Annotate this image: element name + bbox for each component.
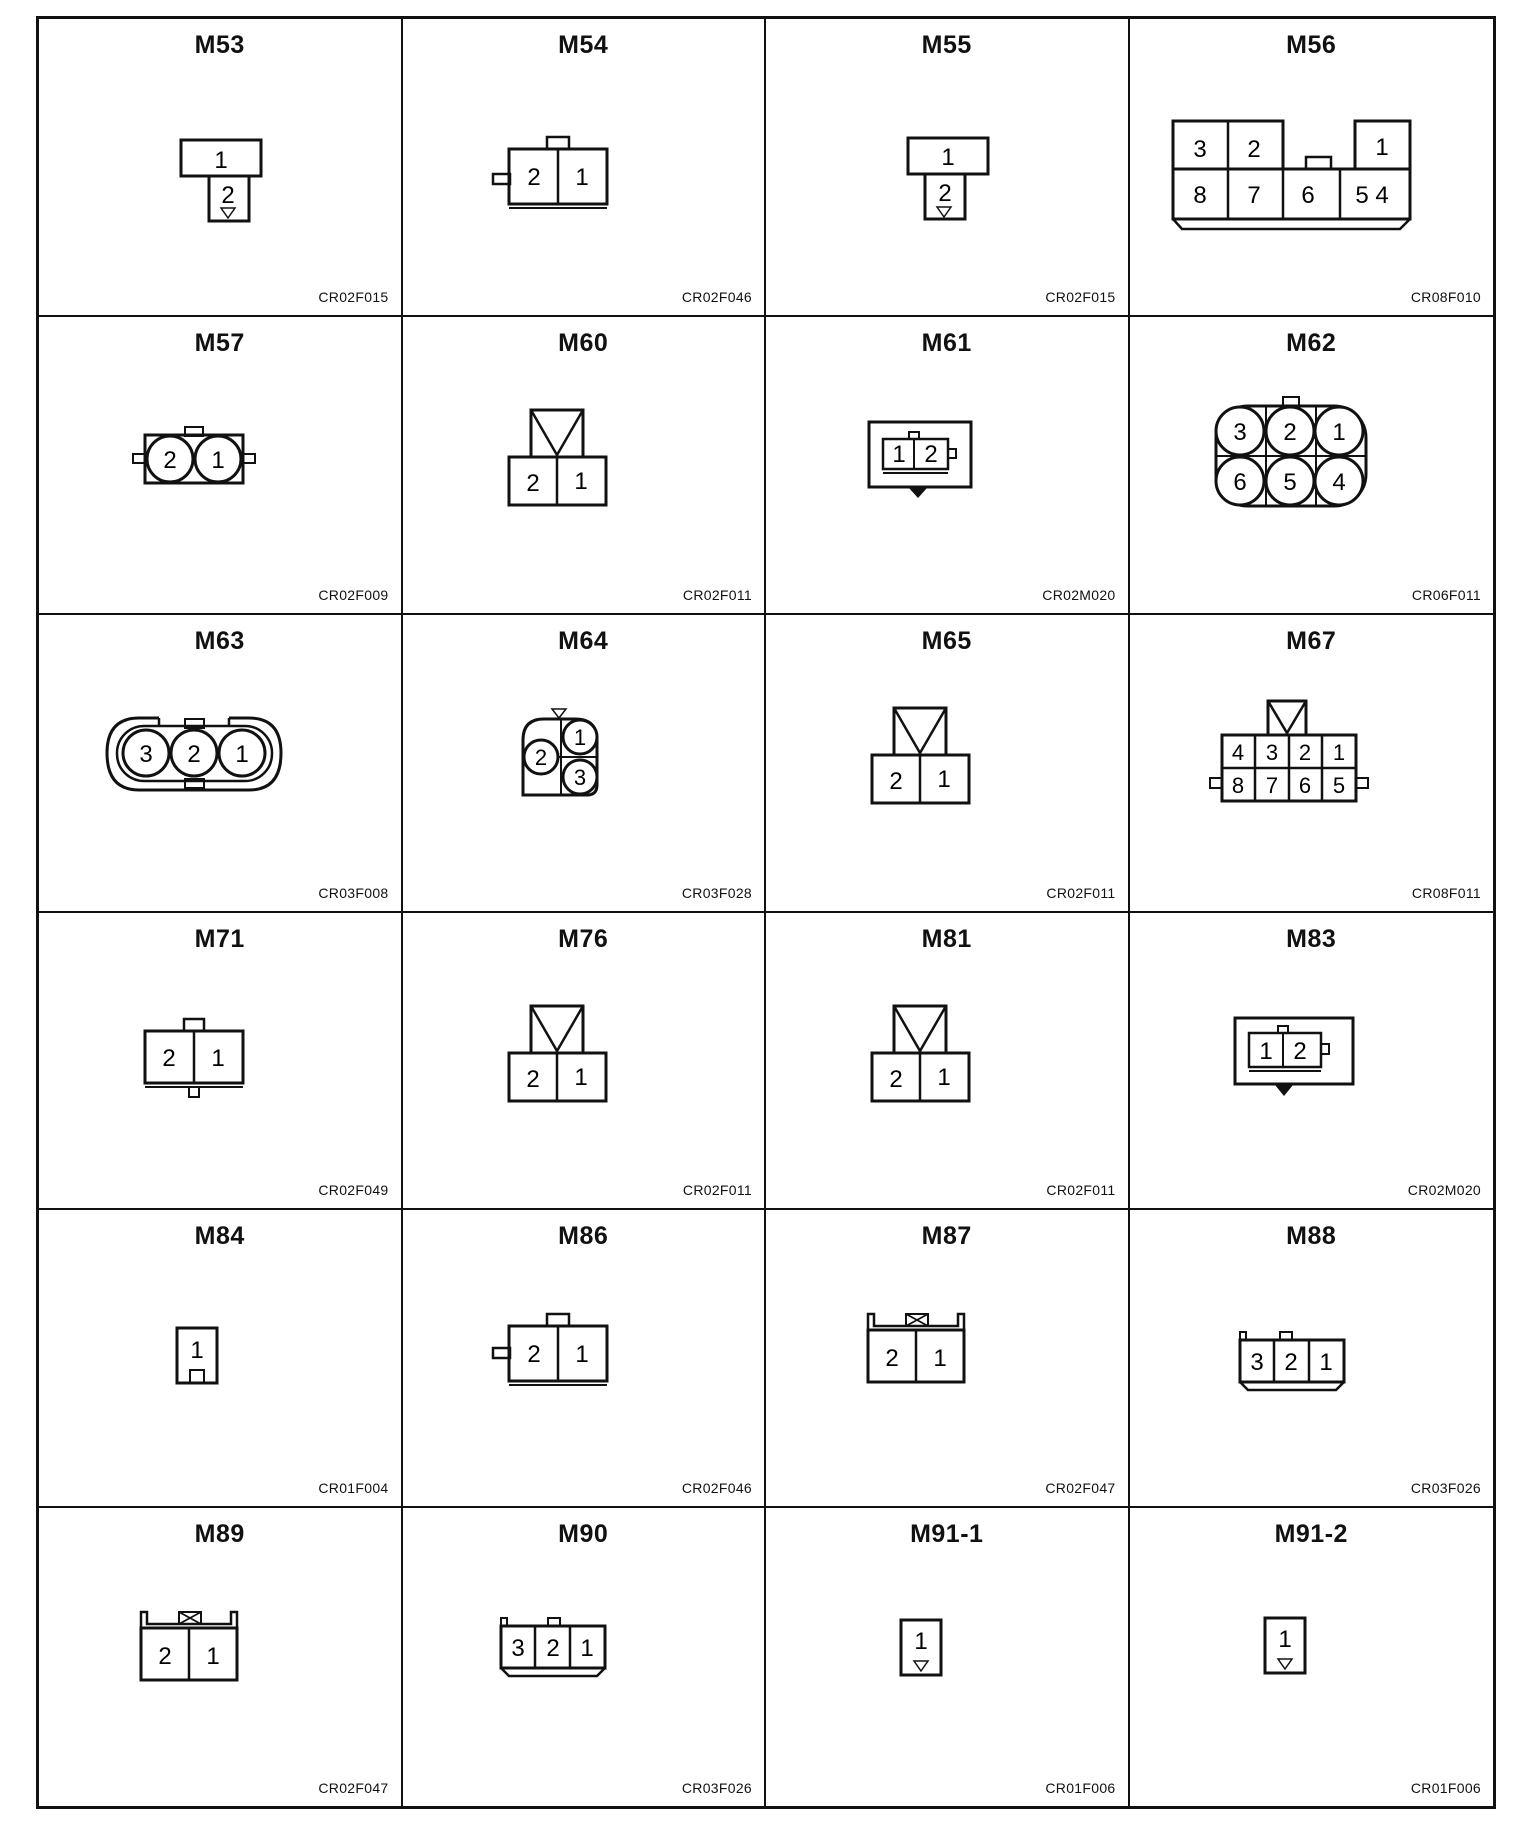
connector-diagram bbox=[403, 913, 765, 1209]
pin-label: 7 bbox=[1246, 182, 1261, 209]
connector-m55 bbox=[766, 19, 1130, 317]
connector-title: M55 bbox=[921, 31, 972, 59]
connector-grid bbox=[36, 16, 1496, 1809]
pin-label: 6 bbox=[1298, 772, 1311, 798]
connector-title: M60 bbox=[558, 328, 609, 357]
connector-title: M84 bbox=[194, 1222, 245, 1251]
pin-label: 3 bbox=[1192, 136, 1207, 163]
connector-code: CR02F049 bbox=[318, 1182, 389, 1199]
connector-title: M54 bbox=[558, 31, 609, 59]
connector-m60 bbox=[403, 317, 767, 615]
pin-label: 2 bbox=[158, 1643, 172, 1671]
connector-code: CR06F011 bbox=[1411, 586, 1481, 603]
pin-label: 2 bbox=[1292, 1037, 1307, 1065]
connector-diagram bbox=[766, 317, 1128, 613]
pin-label: 1 bbox=[1277, 1626, 1292, 1654]
connector-m63 bbox=[39, 615, 403, 913]
connector-title: M53 bbox=[194, 31, 245, 59]
pin-label: 1 bbox=[579, 1635, 594, 1663]
connector-m83 bbox=[1130, 913, 1494, 1211]
connector-code: CR02F015 bbox=[318, 288, 389, 305]
connector-code: CR01F006 bbox=[1410, 1780, 1481, 1796]
connector-title: M62 bbox=[1286, 328, 1337, 357]
connector-diagram bbox=[1130, 615, 1494, 911]
pin-label: 1 bbox=[235, 740, 249, 768]
connector-m71 bbox=[39, 913, 403, 1211]
connector-m84 bbox=[39, 1210, 403, 1508]
connector-diagram bbox=[403, 317, 765, 613]
connector-diagram bbox=[39, 19, 401, 315]
connector-diagram bbox=[39, 1210, 401, 1506]
connector-m91-2 bbox=[1130, 1508, 1494, 1806]
pin-label: 3 bbox=[139, 740, 153, 768]
connector-diagram bbox=[766, 1210, 1128, 1506]
connector-diagram bbox=[403, 19, 765, 315]
pin-label: 2 bbox=[163, 446, 177, 474]
connector-code: CR02F011 bbox=[682, 586, 752, 603]
pin-label: 6 bbox=[1232, 468, 1247, 496]
connector-title: M61 bbox=[921, 328, 972, 357]
pin-label: 1 bbox=[1332, 739, 1345, 765]
connector-diagram bbox=[1130, 317, 1494, 613]
connector-diagram bbox=[403, 1508, 765, 1806]
pin-label: 5 bbox=[1332, 772, 1345, 798]
connector-title: M76 bbox=[558, 924, 609, 953]
connector-code: CR01F004 bbox=[318, 1480, 389, 1497]
connector-title: M64 bbox=[558, 626, 609, 655]
pin-label: 4 bbox=[1331, 468, 1346, 496]
pin-label: 8 bbox=[1231, 772, 1244, 798]
connector-m64 bbox=[403, 615, 767, 913]
connector-code: CR08F010 bbox=[1410, 288, 1481, 305]
connector-title: M63 bbox=[194, 626, 245, 655]
pin-label: 1 bbox=[206, 1643, 220, 1671]
connector-diagram bbox=[39, 913, 401, 1209]
pin-label: 1 bbox=[914, 1628, 928, 1656]
pin-label: 2 bbox=[526, 164, 541, 191]
connector-m56 bbox=[1130, 19, 1494, 317]
connector-m54 bbox=[403, 19, 767, 317]
connector-m76 bbox=[403, 913, 767, 1211]
connector-m90 bbox=[403, 1508, 767, 1806]
pin-label: 2 bbox=[162, 1044, 176, 1072]
connector-diagram bbox=[403, 615, 765, 911]
connector-code: CR02F011 bbox=[1046, 884, 1116, 901]
pin-label: 1 bbox=[573, 724, 586, 750]
pin-label: 1 bbox=[892, 440, 906, 468]
connector-diagram bbox=[1130, 913, 1494, 1209]
pin-label: 1 bbox=[1258, 1037, 1273, 1065]
connector-code: CR02F011 bbox=[1046, 1182, 1116, 1199]
pin-label: 2 bbox=[221, 182, 235, 209]
pin-label: 2 bbox=[526, 1341, 541, 1369]
pin-label: 1 bbox=[574, 164, 589, 191]
connector-code: CR02F046 bbox=[681, 1480, 752, 1497]
connector-m65 bbox=[766, 615, 1130, 913]
connector-code: CR02F046 bbox=[681, 288, 752, 305]
pin-label: 3 bbox=[1249, 1349, 1264, 1377]
pin-label: 1 bbox=[211, 1044, 225, 1072]
connector-title: M57 bbox=[194, 328, 245, 357]
pin-label: 1 bbox=[573, 467, 588, 495]
connector-title: M71 bbox=[194, 924, 245, 953]
connector-title: M67 bbox=[1286, 626, 1337, 655]
pin-label: 2 bbox=[187, 740, 201, 768]
connector-diagram bbox=[766, 913, 1128, 1209]
connector-diagram bbox=[1130, 19, 1494, 315]
connector-m81 bbox=[766, 913, 1130, 1211]
connector-title: M87 bbox=[921, 1222, 972, 1251]
pin-label: 2 bbox=[1283, 1349, 1298, 1377]
pin-label: 1 bbox=[211, 446, 225, 474]
connector-code: CR01F006 bbox=[1045, 1780, 1116, 1796]
connector-code: CR03F028 bbox=[681, 884, 752, 901]
connector-m67 bbox=[1130, 615, 1494, 913]
connector-diagram bbox=[39, 317, 401, 613]
pin-label: 1 bbox=[1318, 1349, 1333, 1377]
pin-label: 5 bbox=[1354, 182, 1369, 209]
connector-m91-1 bbox=[766, 1508, 1130, 1806]
pin-label: 2 bbox=[889, 1065, 903, 1093]
connector-title: M90 bbox=[558, 1520, 609, 1549]
connector-title: M89 bbox=[194, 1520, 245, 1549]
pin-label: 3 bbox=[573, 764, 586, 790]
pin-label: 2 bbox=[1246, 136, 1261, 163]
pin-label: 2 bbox=[525, 469, 540, 497]
connector-code: CR02F015 bbox=[1045, 288, 1116, 305]
pin-label: 3 bbox=[1265, 739, 1278, 765]
pin-label: 1 bbox=[214, 147, 228, 174]
connector-code: CR02F009 bbox=[318, 586, 389, 603]
pin-label: 2 bbox=[889, 767, 903, 795]
pin-label: 5 bbox=[1282, 468, 1297, 496]
connector-m87 bbox=[766, 1210, 1130, 1508]
pin-label: 1 bbox=[937, 765, 951, 793]
connector-diagram bbox=[403, 1210, 765, 1506]
connector-title: M56 bbox=[1286, 31, 1337, 59]
connector-title: M65 bbox=[921, 626, 972, 655]
pin-label: 4 bbox=[1374, 182, 1389, 209]
pin-label: 1 bbox=[941, 144, 955, 171]
connector-m62 bbox=[1130, 317, 1494, 615]
pin-label: 7 bbox=[1265, 772, 1278, 798]
connector-m61 bbox=[766, 317, 1130, 615]
connector-title: M91-1 bbox=[910, 1520, 984, 1549]
connector-code: CR03F026 bbox=[1410, 1480, 1481, 1497]
pin-label: 2 bbox=[1282, 418, 1297, 446]
connector-title: M81 bbox=[921, 924, 972, 953]
pin-label: 2 bbox=[924, 440, 938, 468]
pin-label: 6 bbox=[1300, 182, 1315, 209]
connector-diagram bbox=[39, 615, 401, 911]
connector-diagram bbox=[766, 19, 1128, 315]
pin-label: 2 bbox=[545, 1635, 560, 1663]
connector-code: CR02M020 bbox=[1407, 1182, 1481, 1199]
connector-m88 bbox=[1130, 1210, 1494, 1508]
connector-code: CR03F026 bbox=[681, 1780, 752, 1796]
connector-code: CR02F047 bbox=[318, 1780, 389, 1796]
connector-diagram bbox=[766, 1508, 1128, 1806]
connector-title: M86 bbox=[558, 1222, 609, 1251]
connector-diagram bbox=[39, 1508, 401, 1806]
connector-m86 bbox=[403, 1210, 767, 1508]
connector-code: CR08F011 bbox=[1411, 884, 1481, 901]
connector-diagram bbox=[766, 615, 1128, 911]
pin-label: 1 bbox=[1374, 134, 1389, 161]
pin-label: 4 bbox=[1231, 739, 1244, 765]
connector-diagram bbox=[1130, 1508, 1494, 1806]
pin-label: 1 bbox=[937, 1063, 951, 1091]
pin-label: 2 bbox=[525, 1065, 540, 1093]
pin-label: 2 bbox=[534, 744, 547, 770]
connector-title: M88 bbox=[1286, 1222, 1337, 1251]
connector-title: M83 bbox=[1286, 924, 1337, 953]
connector-m57 bbox=[39, 317, 403, 615]
pin-label: 1 bbox=[574, 1341, 589, 1369]
pin-label: 3 bbox=[510, 1635, 525, 1663]
pin-label: 2 bbox=[938, 180, 952, 207]
pin-label: 2 bbox=[885, 1345, 899, 1373]
pin-label: 3 bbox=[1232, 418, 1247, 446]
connector-code: CR02F011 bbox=[682, 1182, 752, 1199]
pin-label: 1 bbox=[573, 1063, 588, 1091]
connector-m53 bbox=[39, 19, 403, 317]
connector-diagram bbox=[1130, 1210, 1494, 1506]
connector-m89 bbox=[39, 1508, 403, 1806]
pin-label: 1 bbox=[190, 1337, 204, 1365]
connector-code: CR03F008 bbox=[318, 884, 389, 901]
pin-label: 1 bbox=[1331, 418, 1346, 446]
connector-code: CR02M020 bbox=[1042, 586, 1116, 603]
pin-label: 2 bbox=[1298, 739, 1311, 765]
pin-label: 8 bbox=[1192, 182, 1207, 209]
pin-label: 1 bbox=[933, 1345, 947, 1373]
connector-title: M91-2 bbox=[1274, 1520, 1348, 1549]
connector-code: CR02F047 bbox=[1045, 1480, 1116, 1497]
